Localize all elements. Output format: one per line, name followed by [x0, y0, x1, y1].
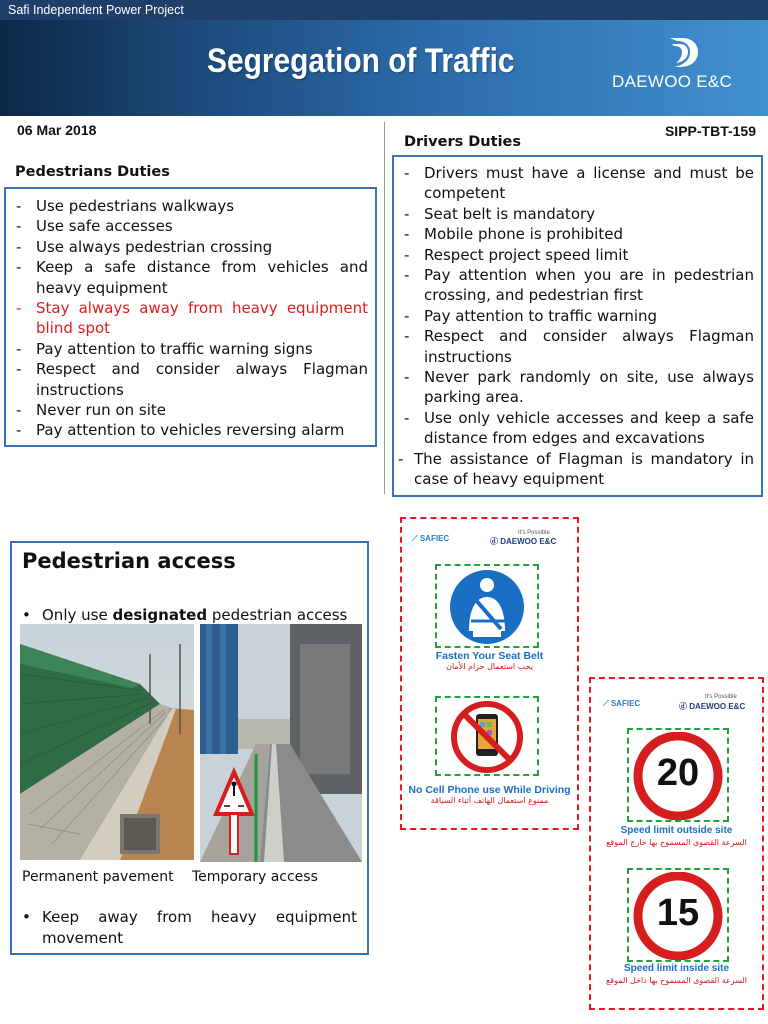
pedestrians-duties-title: Pedestrians Duties	[15, 164, 170, 180]
list-item: - Respect project speed limit	[404, 245, 629, 264]
date: 06 Mar 2018	[17, 122, 97, 138]
no-phone-caption-ar: ممنوع استعمال الهاتف أثناء السياقة	[430, 796, 549, 805]
speed-15-value: 15	[656, 892, 700, 934]
list-item: - Pay attention to vehicles reversing alarm	[16, 421, 345, 440]
list-item: - Respect and consider always Flagman instructions	[16, 360, 368, 399]
safiec-logo: ⟋ SAFIEC	[603, 699, 641, 708]
permanent-pavement-photo	[20, 624, 194, 860]
list-item: - Seat belt is mandatory	[404, 204, 596, 223]
pedestrians-duties-box	[4, 187, 377, 447]
no-phone-frame	[435, 696, 539, 776]
list-item: - Respect and consider always Flagman instructions	[404, 327, 754, 366]
daewoo-logo	[606, 30, 756, 102]
pedestrian-access-panel: Pedestrian access • Only use designated pedestrian access Permanent pavement Temporary access • Keep away from heavy equipment movement	[10, 541, 369, 955]
project-bar	[0, 0, 768, 20]
pedestrian-access-heading: Pedestrian access	[22, 549, 236, 573]
drivers-duties-title: Drivers Duties	[404, 134, 521, 150]
list-item: - Use only vehicle accesses and keep a safe distance from edges and excavations	[404, 408, 754, 448]
list-item: - The assistance of Flagman is mandatory in case of heavy equipment	[398, 449, 754, 489]
page-title: Segregation of Traffic	[207, 42, 515, 80]
speed-20-value: 20	[656, 752, 700, 794]
list-item: - Use always pedestrian crossing	[16, 237, 273, 256]
tagline: It's Possible	[518, 530, 550, 536]
speed-20-caption: Speed limit outside site	[620, 825, 733, 836]
speed-15-caption-ar: السرعة القصوى المسموح بها داخل الموقع	[605, 976, 747, 985]
list-item: - Never run on site	[16, 401, 166, 420]
speed-20-caption-ar: السرعة القصوى المسموح بها خارج الموقع	[606, 838, 747, 847]
project-name: Safi Independent Power Project	[8, 3, 184, 17]
pedestrians-duties-list	[8, 196, 368, 441]
list-item: - Drivers must have a license and must be competent	[404, 164, 754, 203]
no-phone-caption: No Cell Phone use While Driving	[408, 784, 571, 796]
seatbelt-caption: Fasten Your Seat Belt	[435, 650, 544, 662]
list-item: - Use safe accesses	[16, 217, 173, 236]
speed-15-frame	[627, 868, 729, 962]
seatbelt-frame	[435, 564, 539, 648]
list-item: - Keep a safe distance from vehicles and heavy equipment	[16, 258, 368, 297]
daewoo-mini-logo: ⓓ DAEWOO E&C	[679, 702, 746, 711]
bullet-keep-away: • Keep away from heavy equipment movement	[22, 908, 357, 947]
sign-card-seatbelt-phone	[400, 517, 579, 830]
speed-15-caption: Speed limit inside site	[623, 963, 730, 974]
sign-card-speed-limits	[589, 677, 764, 1010]
drivers-duties-box	[392, 155, 763, 497]
seatbelt-icon	[447, 569, 527, 645]
list-item: - Mobile phone is prohibited	[404, 225, 623, 244]
list-item: - Use pedestrians walkways	[16, 197, 235, 215]
seatbelt-caption-ar: يجب استعمال حزام الأمان	[446, 662, 533, 671]
title-banner	[0, 20, 768, 116]
list-item: - Pay attention to traffic warning	[404, 306, 658, 325]
temporary-access-photo	[200, 624, 362, 862]
column-divider	[384, 122, 385, 494]
safiec-logo: ⟋ SAFIEC	[412, 534, 450, 543]
speed-20-frame	[627, 728, 729, 822]
logo-text: DAEWOO E&C	[612, 72, 733, 91]
daewoo-logo-icon	[662, 32, 702, 72]
list-item-highlight: - Stay always away from heavy equipment blind spot	[16, 299, 368, 338]
list-item: - Pay attention to traffic warning signs	[16, 339, 313, 358]
drivers-duties-list	[396, 163, 754, 490]
tagline: It's Possible	[705, 694, 737, 700]
caption-temporary-access: Temporary access	[192, 869, 318, 885]
no-phone-icon	[447, 700, 527, 774]
caption-permanent-pavement: Permanent pavement	[22, 869, 174, 885]
list-item: - Never park randomly on site, use always parking area.	[404, 368, 754, 407]
document-code: SIPP-TBT-159	[664, 123, 756, 139]
daewoo-mini-logo: ⓓ DAEWOO E&C	[490, 537, 557, 546]
list-item: - Pay attention when you are in pedestrian crossing, and pedestrian first	[404, 266, 754, 305]
